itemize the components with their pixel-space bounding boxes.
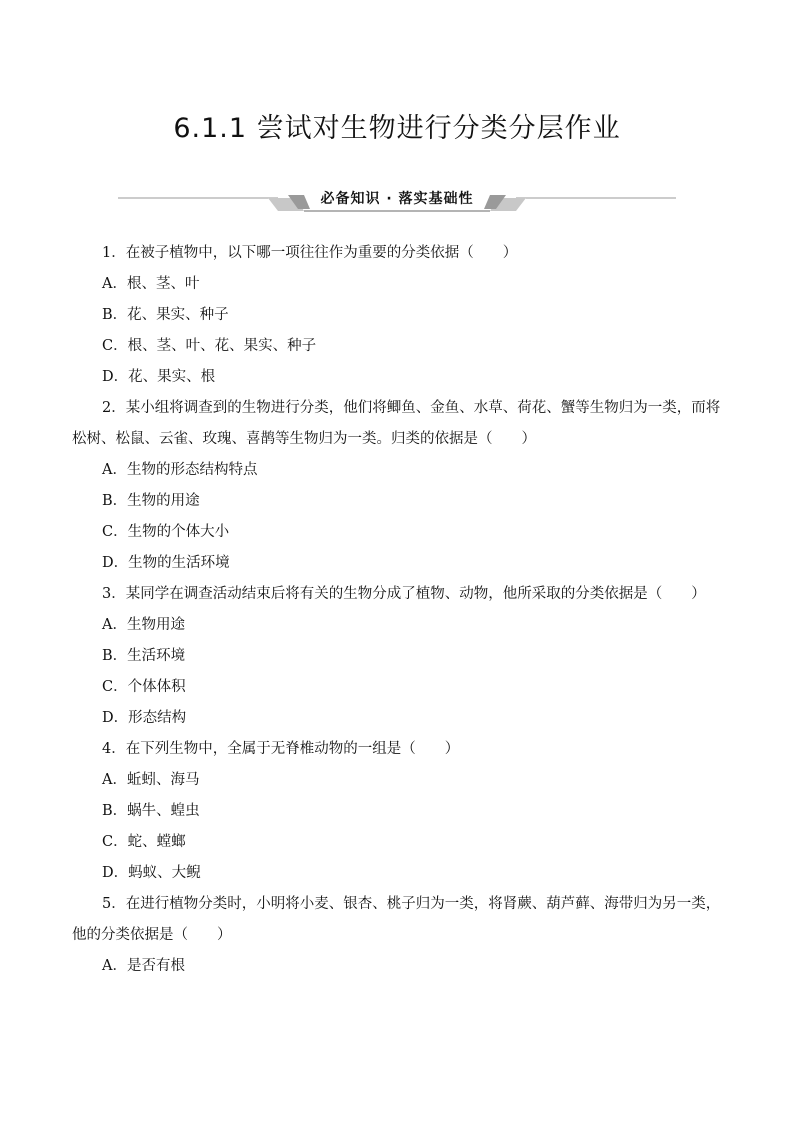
- question-2-option-c: C．生物的个体大小: [102, 524, 230, 540]
- question-1-option-d: D．花、果实、根: [102, 369, 216, 385]
- question-1-stem: 1．在被子植物中，以下哪一项往往作为重要的分类依据（ ）: [102, 245, 518, 261]
- question-4-stem: 4．在下列生物中，全属于无脊椎动物的一组是（ ）: [102, 741, 460, 757]
- question-3-option-a: A．生物用途: [102, 617, 185, 633]
- question-4-option-b: B．蜗牛、蝗虫: [102, 803, 200, 819]
- question-2-option-d: D．生物的生活环境: [102, 555, 230, 571]
- page-title: 6.1.1 尝试对生物进行分类分层作业: [173, 113, 621, 144]
- question-4-option-a: A．蚯蚓、海马: [102, 772, 200, 788]
- question-1-option-b: B．花、果实、种子: [102, 307, 229, 323]
- question-3-option-c: C．个体体积: [102, 679, 186, 695]
- question-4-option-d: D．蚂蚁、大鲵: [102, 865, 201, 881]
- question-1-option-a: A．根、茎、叶: [102, 276, 200, 292]
- question-4-option-c: C．蛇、螳螂: [102, 834, 186, 850]
- question-5-option-a: A．是否有根: [102, 958, 185, 974]
- question-3-option-b: B．生活环境: [102, 648, 186, 664]
- question-3-option-d: D．形态结构: [102, 710, 187, 726]
- question-5-stem: 5．在进行植物分类时，小明将小麦、银杏、桃子归为一类，将肾蕨、葫芦藓、海带归为另一类，他的分类依据是（ ）: [72, 896, 721, 943]
- section-banner: [118, 183, 676, 213]
- question-1-option-c: C．根、茎、叶、花、果实、种子: [102, 338, 317, 354]
- section-banner-label: 必备知识 · 落实基础性: [320, 191, 474, 207]
- question-2-option-a: A．生物的形态结构特点: [102, 462, 258, 478]
- question-2-option-b: B．生物的用途: [102, 493, 200, 509]
- question-2-stem: 2．某小组将调查到的生物进行分类，他们将鲫鱼、金鱼、水草、荷花、蟹等生物归为一类，而将松树、松鼠、云雀、玫瑰、喜鹊等生物归为一类。归类的依据是（ ）: [72, 400, 721, 447]
- question-list: [72, 238, 724, 982]
- question-3-stem: 3．某同学在调查活动结束后将有关的生物分成了植物、动物，他所采取的分类依据是（ ）: [102, 586, 706, 602]
